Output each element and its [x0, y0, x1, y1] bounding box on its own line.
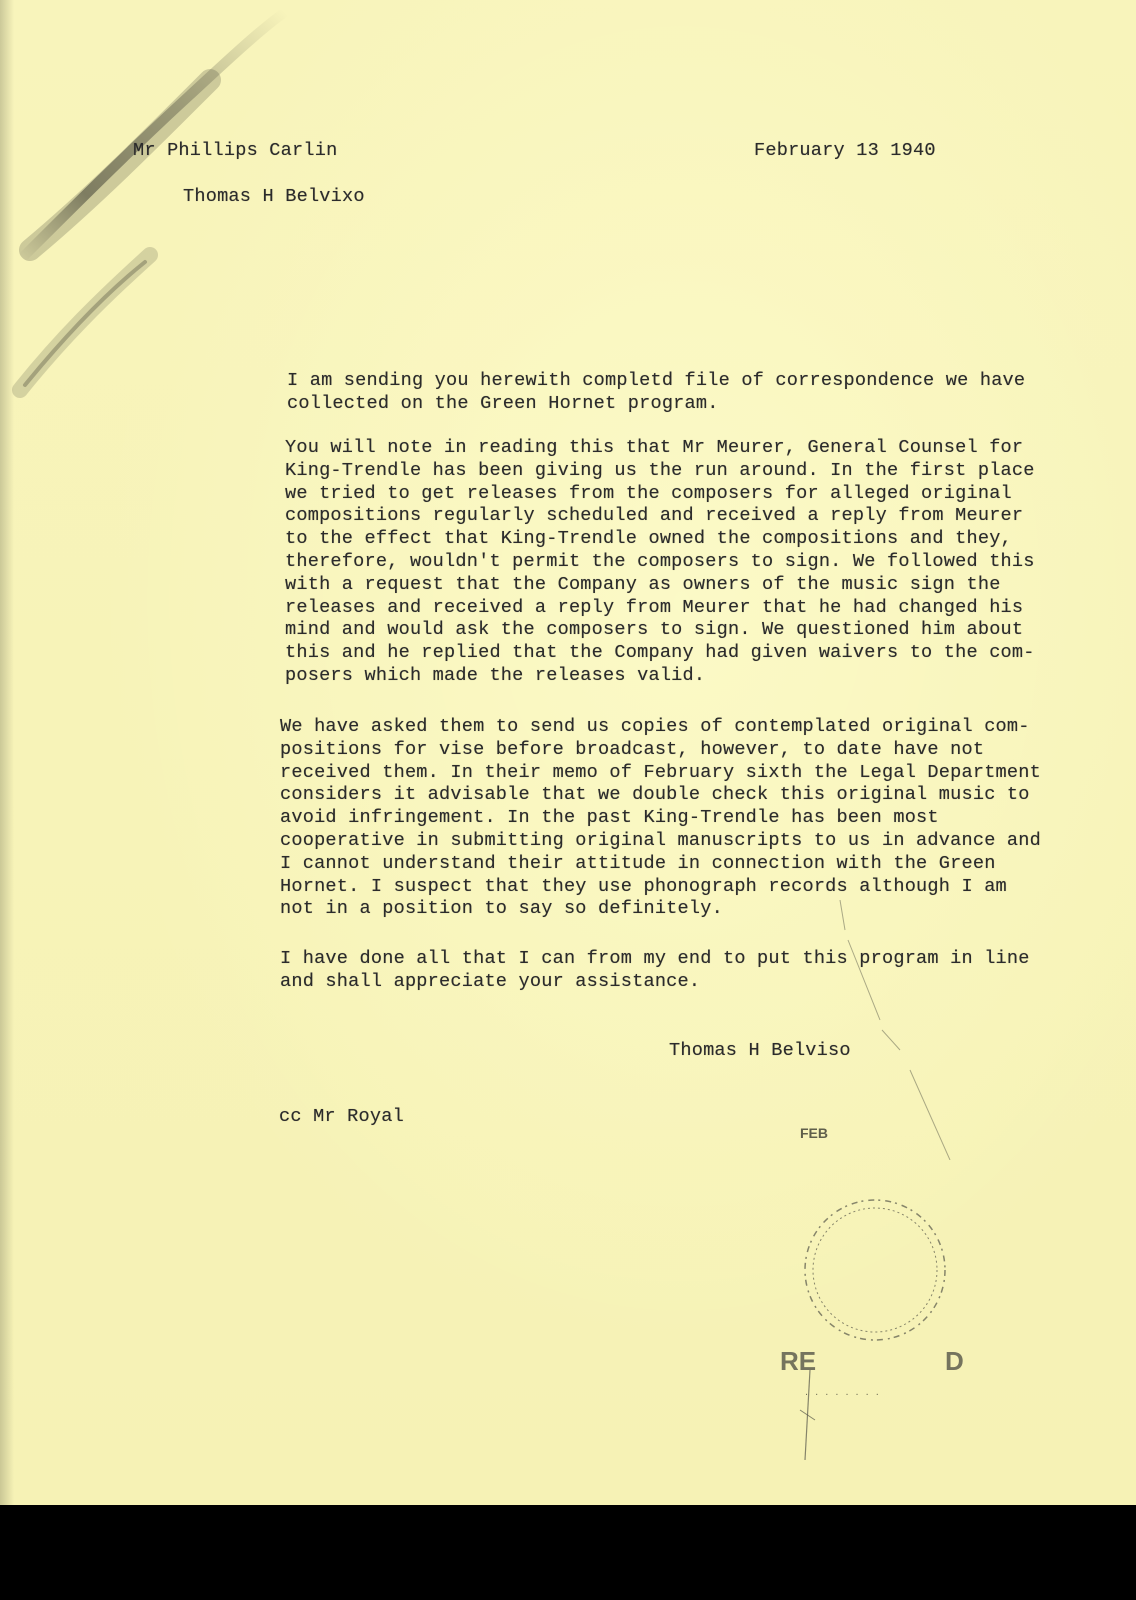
- paragraph-line: I am sending you herewith completd file of correspondence we have: [287, 370, 1026, 391]
- paragraph-line: with a request that the Company as owners of the music sign the: [285, 573, 1001, 595]
- paragraph-line: compositions regularly scheduled and received a reply from Meurer: [285, 505, 1024, 527]
- received-stamp-text: RE: [780, 1346, 817, 1376]
- received-stamp: [770, 1120, 1000, 1480]
- paragraph-line: and shall appreciate your assistance.: [280, 970, 701, 992]
- paragraph-line: posers which made the releases valid.: [285, 664, 706, 686]
- body-paragraph-3: [280, 716, 1041, 921]
- paragraph-line: releases and received a reply from Meurer that he had changed his: [285, 596, 1024, 618]
- paragraph-line: not in a position to say so definitely.: [280, 898, 723, 920]
- svg-text:FEB: FEB: [800, 1125, 828, 1141]
- body-paragraph-2: [285, 437, 1035, 688]
- carbon-copy-line: cc Mr Royal: [279, 1106, 404, 1127]
- paragraph-line: We have asked them to send us copies of contemplated original com-: [280, 716, 1030, 737]
- paragraph-line: therefore, wouldn't permit the composers to sign. We followed this: [285, 550, 1035, 572]
- paragraph-line: You will note in reading this that Mr Meurer, General Counsel for: [285, 437, 1024, 458]
- paragraph-line: I have done all that I can from my end to put this program in line: [280, 948, 1030, 969]
- signature-line: Thomas H Belviso: [669, 1040, 851, 1061]
- svg-text:. . . . . . . .: . . . . . . . .: [805, 1386, 881, 1398]
- paragraph-line: Hornet. I suspect that they use phonograph records although I am: [280, 875, 1007, 897]
- paragraph-line: King-Trendle has been giving us the run around. In the first place: [285, 459, 1035, 481]
- paragraph-line: collected on the Green Hornet program.: [287, 392, 719, 414]
- sender-line: Thomas H Belvixo: [183, 186, 365, 207]
- body-paragraph-1: [287, 370, 1025, 416]
- paragraph-line: avoid infringement. In the past King-Trendle has been most: [280, 807, 939, 829]
- paragraph-line: cooperative in submitting original manuscripts to us in advance and: [280, 829, 1041, 851]
- svg-text:D: D: [945, 1346, 964, 1376]
- paragraph-line: positions for vise before broadcast, however, to date have not: [280, 738, 985, 760]
- paragraph-line: considers it advisable that we double check this original music to: [280, 784, 1030, 806]
- date-line: February 13 1940: [754, 140, 936, 161]
- paragraph-line: this and he replied that the Company had given waivers to the com-: [285, 642, 1035, 664]
- paragraph-line: I cannot understand their attitude in connection with the Green: [280, 852, 996, 874]
- paragraph-line: received them. In their memo of February sixth the Legal Department: [280, 761, 1041, 783]
- paragraph-line: mind and would ask the composers to sign. We questioned him about: [285, 619, 1024, 641]
- recipient-line: Mr Phillips Carlin: [133, 140, 338, 161]
- paragraph-line: we tried to get releases from the composers for alleged original: [285, 482, 1012, 504]
- corner-smudge: [0, 0, 300, 420]
- paragraph-line: to the effect that King-Trendle owned the compositions and they,: [285, 528, 1012, 550]
